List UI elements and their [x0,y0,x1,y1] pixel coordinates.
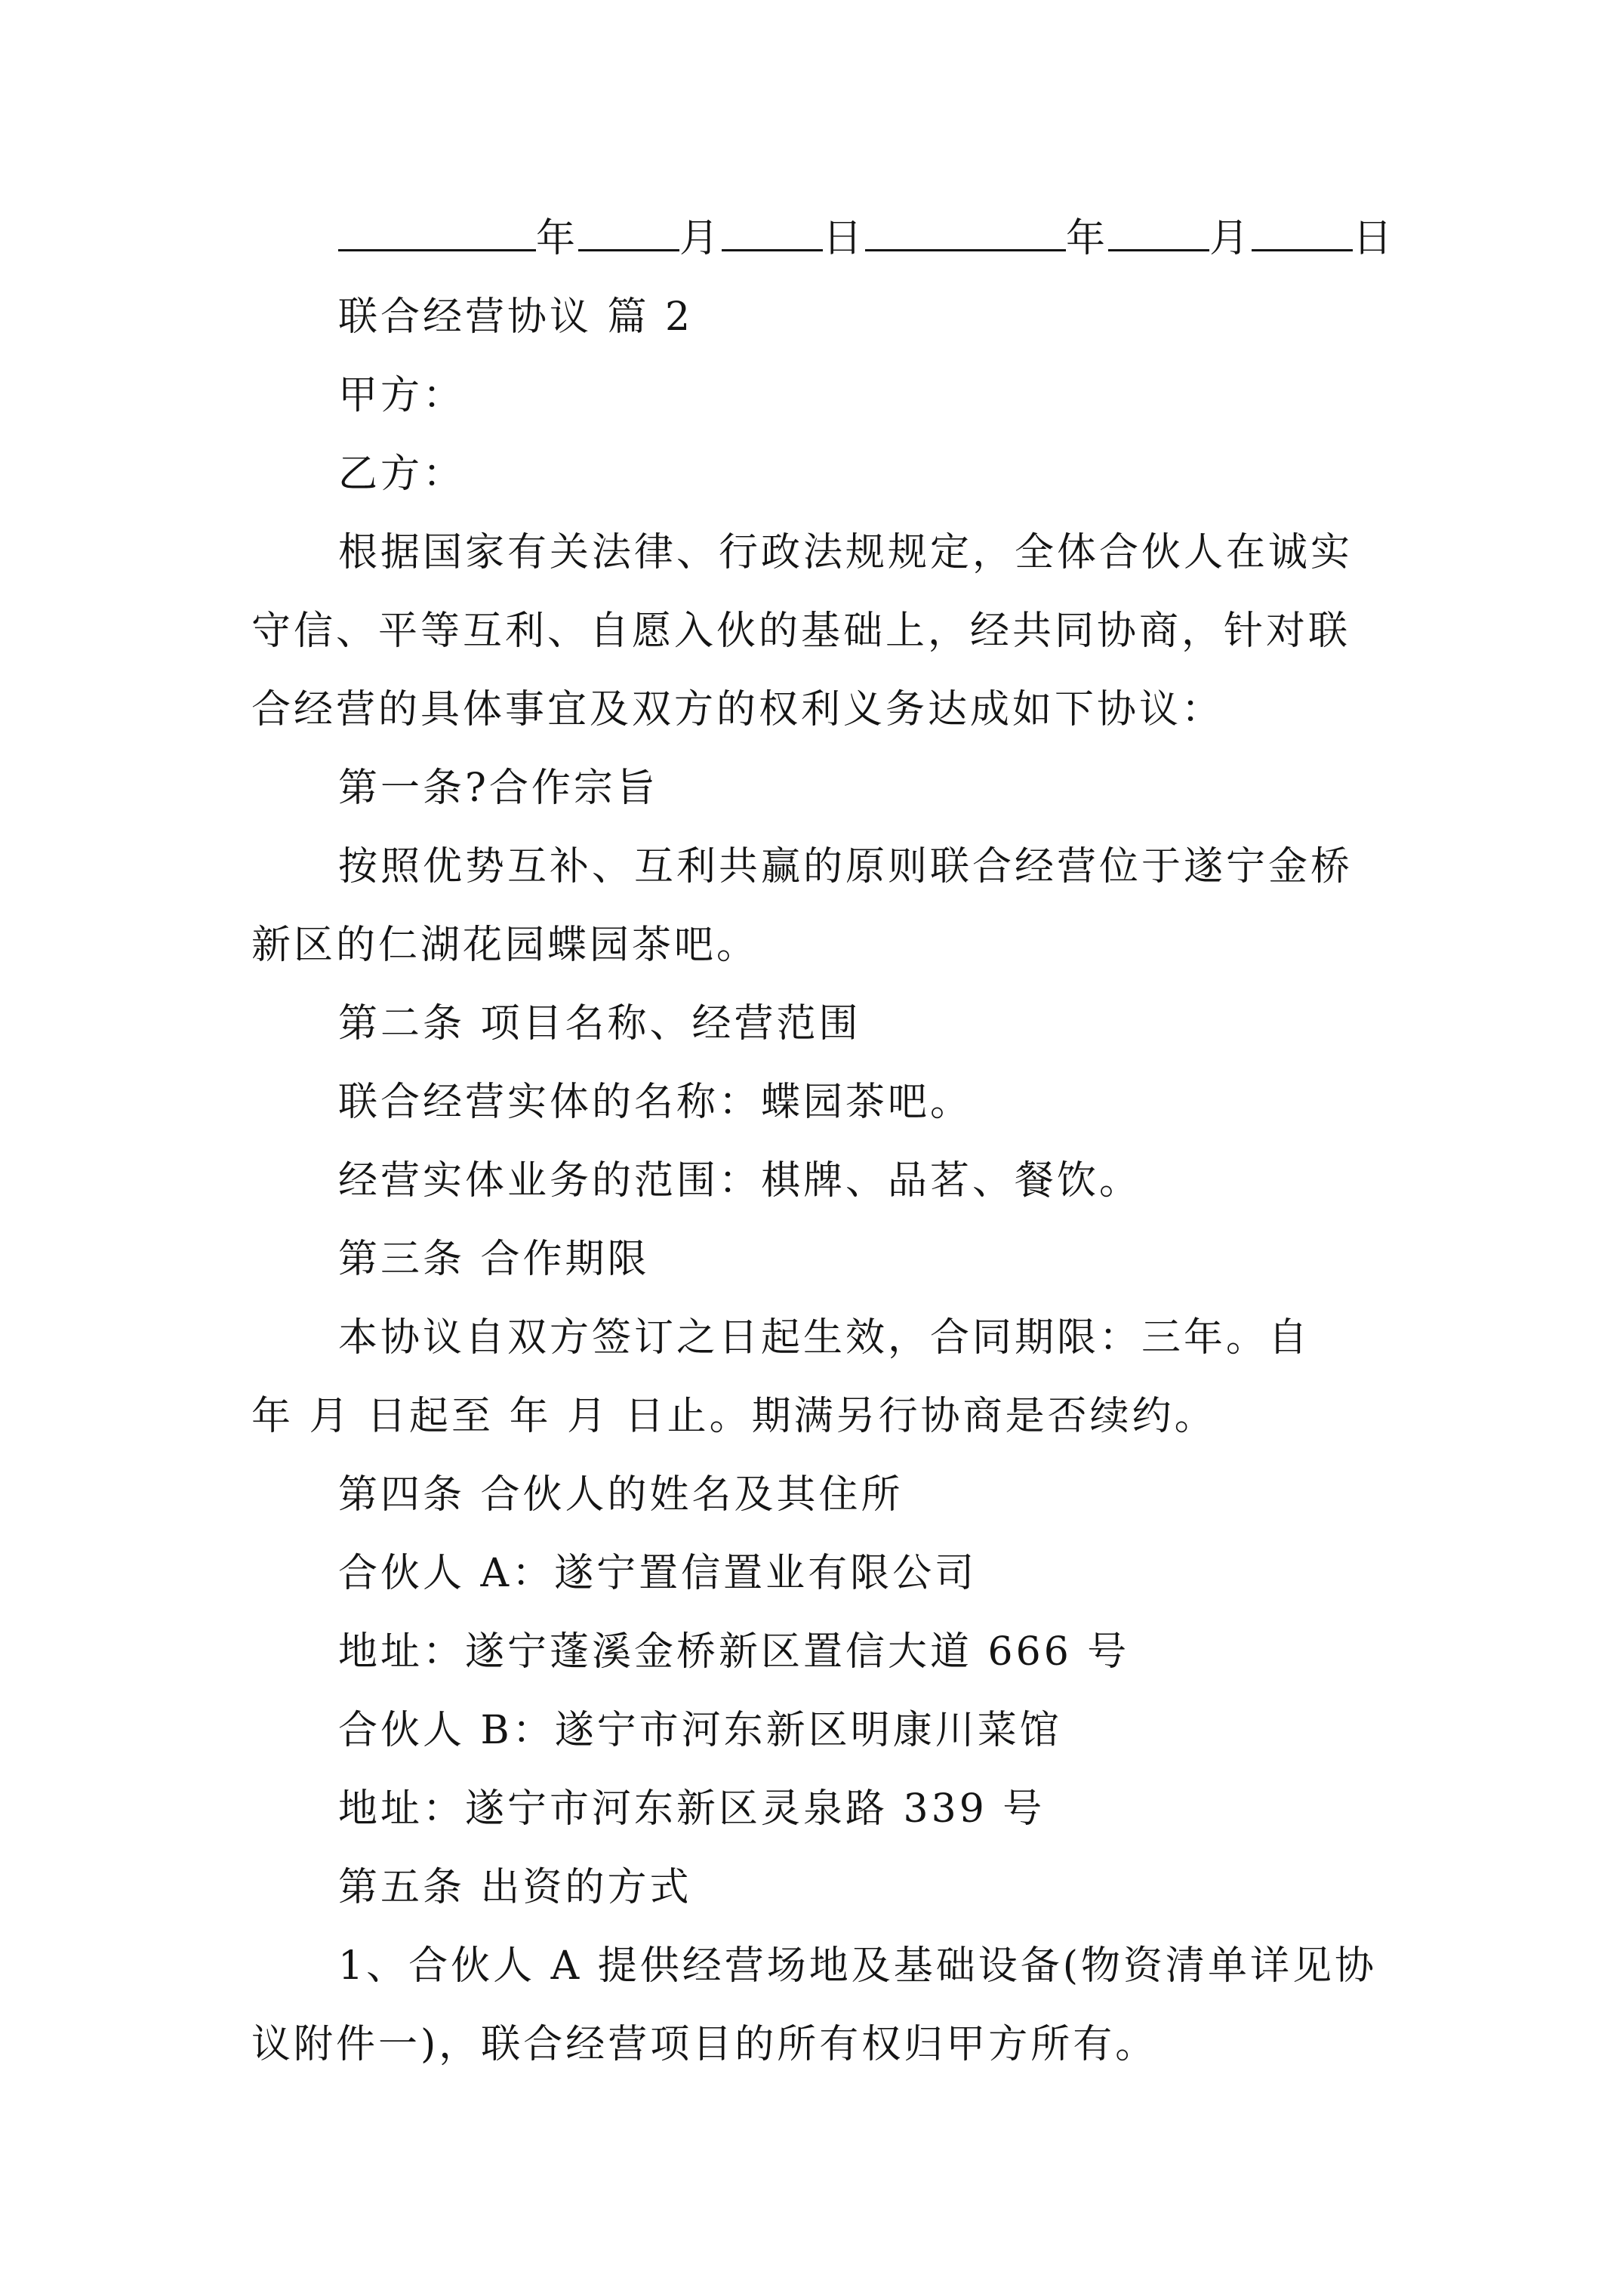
day-blank-1 [722,216,823,251]
month-blank-1 [578,216,679,251]
paragraph-line: 合经营的具体事宜及双方的权利义务达成如下协议： [251,687,1224,732]
paragraph-line: 经营实体业务的范围：棋牌、品茗、餐饮。 [338,1158,1142,1203]
paragraph-line: 合伙人 B：遂宁市河东新区明康川菜馆 [338,1708,1062,1753]
day-blank-2 [1252,216,1353,251]
paragraph-line: 联合经营实体的名称：蝶园茶吧。 [338,1080,973,1125]
paragraph-line: 按照优势互补、互利共赢的原则联合经营位于遂宁金桥 [338,844,1354,889]
month-blank-2 [1108,216,1209,251]
day-label-2: 日 [1353,216,1396,261]
paragraph-line: 1、合伙人 A 提供经营场地及基础设备(物资清单详见协 [338,1943,1377,1989]
paragraph-line: 根据国家有关法律、行政法规规定，全体合伙人在诚实 [338,530,1354,575]
year-blank-1 [338,216,536,251]
paragraph-line: 地址：遂宁蓬溪金桥新区置信大道 666 号 [338,1629,1130,1675]
article-heading: 第五条 出资的方式 [338,1865,692,1910]
month-label-2: 月 [1209,216,1252,261]
paragraph-line: 新区的仁湖花园蝶园茶吧。 [251,923,759,968]
paragraph-line: 议附件一)，联合经营项目的所有权归甲方所有。 [251,2022,1158,2067]
year-blank-2 [865,216,1066,251]
paragraph-line: 守信、平等互利、自愿入伙的基础上，经共同协商，针对联 [251,609,1351,654]
article-heading: 第三条 合作期限 [338,1237,650,1282]
article-heading: 第四条 合伙人的姓名及其住所 [338,1472,904,1518]
year-label-1: 年 [536,216,579,261]
paragraph-line: 年 月 日起至 年 月 日止。期满另行协商是否续约。 [251,1394,1217,1439]
article-heading: 第一条?合作宗旨 [338,766,658,811]
signature-date-line [338,216,1395,261]
month-label-1: 月 [679,216,722,261]
paragraph-line: 合伙人 A：遂宁置信置业有限公司 [338,1551,978,1596]
party-b-label: 乙方： [338,451,466,497]
paragraph-line: 本协议自双方签订之日起生效，合同期限：三年。自 [338,1315,1311,1361]
paragraph-line: 地址：遂宁市河东新区灵泉路 339 号 [338,1786,1046,1832]
document-title: 联合经营协议 篇 2 [338,294,694,340]
article-heading: 第二条 项目名称、经营范围 [338,1001,861,1046]
day-label-1: 日 [823,216,866,261]
year-label-2: 年 [1066,216,1109,261]
party-a-label: 甲方： [338,373,466,418]
